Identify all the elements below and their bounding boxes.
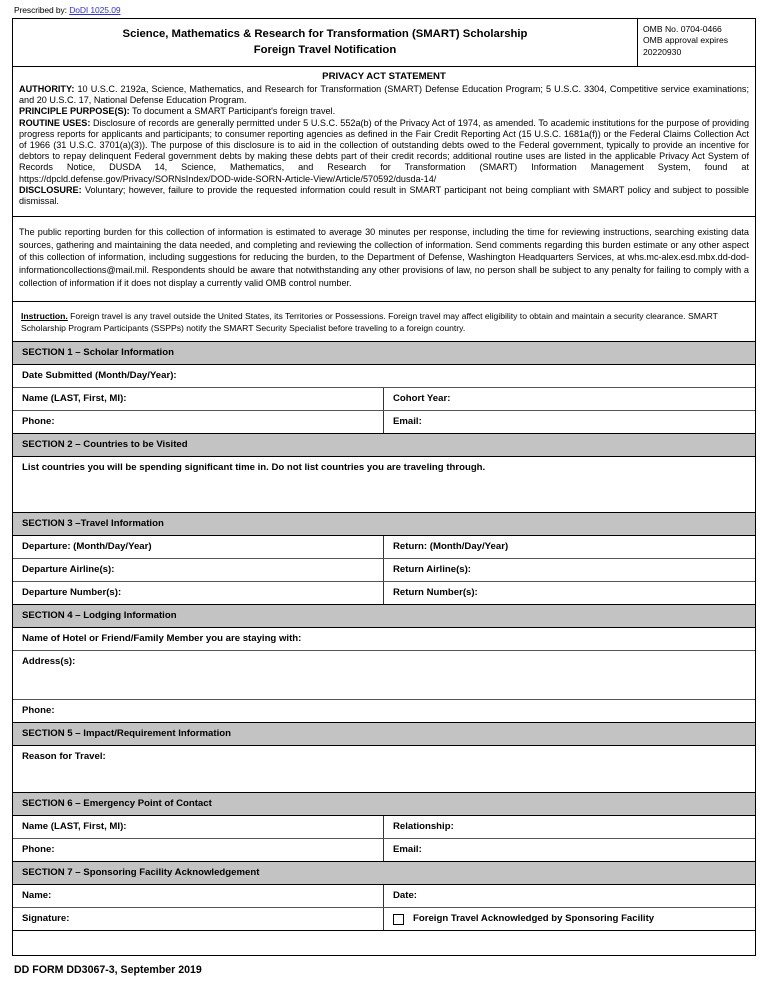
- sponsor-date-field[interactable]: Date:: [393, 890, 417, 902]
- section-7-heading: SECTION 7 – Sponsoring Facility Acknowledgement: [13, 861, 755, 885]
- date-submitted-field[interactable]: Date Submitted (Month/Day/Year):: [22, 370, 177, 382]
- sponsor-signature-field[interactable]: Signature:: [13, 908, 384, 930]
- prescribed-by-label: Prescribed by:: [14, 5, 67, 15]
- emergency-contact-name-field[interactable]: Name (LAST, First, MI):: [13, 816, 384, 838]
- privacy-authority-paragraph: [19, 84, 749, 106]
- section-3-heading: SECTION 3 –Travel Information: [13, 512, 755, 536]
- privacy-routine-text: Disclosure of records are generally permitted under 5 U.S.C. 552a(b) of the Privacy Act of 1974, as amended. To academic institutions for the purpose of providing progress reports for applicants and participants; to consumer reporting agencies as defined in the Fair Credit Reporting Act (15 U.S.C. 1681a(f)) or the Federal Claims Collection Act of 1966 (31 U.S.C. 3701(a)(3)). The purpose of this disclosure is to aid in the collection of outstanding debts owed to the Federal government, typically to provide an incentive for debtors to repay delinquent Federal government debts by making these debts part of their credit records; additional routine uses are listed in the applicable Privacy Act System of Records Notice, DUSDA 14, Science, Mathematics, and Research for Transformation (SMART) Information Management System, found at https://dpcld.defense.gov/Privacy/SORNsIndex/DOD-wide-SORN-Article-View/Article/570592/dusda-14/: [19, 117, 749, 184]
- return-date-field[interactable]: Return: (Month/Day/Year): [393, 541, 509, 553]
- section-2-heading: SECTION 2 – Countries to be Visited: [13, 433, 755, 457]
- cohort-year-field[interactable]: Cohort Year:: [393, 393, 451, 405]
- prescribed-by-line: [12, 0, 756, 18]
- instruction-text: Foreign travel is any travel outside the United States, its Territories or Possessions. Foreign travel may affect eligibility to obtain and maintain a security clearance. SMART Scholarship Program Participants (SSPPs) notify the SMART Security Specialist before traveling to a foreign country.: [21, 311, 718, 333]
- scholar-email-field[interactable]: Email:: [393, 416, 422, 428]
- omb-expires-date: 20220930: [643, 46, 682, 57]
- sponsor-name-field[interactable]: Name:: [13, 885, 384, 907]
- section-6-name-row: [13, 816, 755, 839]
- acknowledgement-checkbox[interactable]: [393, 914, 404, 925]
- form-body: [12, 18, 756, 956]
- emergency-contact-email-field[interactable]: Email:: [393, 844, 422, 856]
- instruction-label: Instruction.: [21, 311, 68, 322]
- section-4-heading: SECTION 4 – Lodging Information: [13, 604, 755, 628]
- privacy-authority-label: AUTHORITY:: [19, 84, 75, 94]
- departure-number-field[interactable]: Departure Number(s):: [13, 582, 384, 604]
- burden-statement: [13, 217, 755, 298]
- section-6-heading: SECTION 6 – Emergency Point of Contact: [13, 792, 755, 816]
- omb-expires-label: OMB approval expires: [643, 35, 729, 46]
- hotel-name-field[interactable]: Name of Hotel or Friend/Family Member you are staying with:: [22, 633, 302, 645]
- section-1-date-row: [13, 365, 755, 388]
- privacy-act-heading: PRIVACY ACT STATEMENT: [322, 71, 446, 82]
- privacy-disclosure-text: Voluntary; however, failure to provide the requested information could result in SMART participant not being compliant with SMART policy and subject to possible dismissal.: [19, 184, 749, 207]
- form-title-line2: Foreign Travel Notification: [253, 44, 397, 56]
- dodi-reference-link[interactable]: DoDI 1025.09: [69, 5, 121, 15]
- return-number-field[interactable]: Return Number(s):: [393, 587, 478, 599]
- section-3-airlines-row: [13, 559, 755, 582]
- form-title-line1: Science, Mathematics & Research for Transformation (SMART) Scholarship: [122, 28, 528, 40]
- section-4-hotel-row: [13, 628, 755, 651]
- form-title: [13, 19, 637, 66]
- section-1-contact-row: [13, 411, 755, 433]
- emergency-contact-relationship-field[interactable]: Relationship:: [393, 821, 454, 833]
- form-bottom-blank-strip: [13, 930, 755, 955]
- section-1-name-row: [13, 388, 755, 411]
- privacy-act-statement: [13, 67, 755, 213]
- privacy-disclosure-paragraph: [19, 185, 749, 207]
- countries-visited-field[interactable]: List countries you will be spending significant time in. Do not list countries you are traveling through.: [22, 462, 486, 474]
- privacy-principle-label: PRINCIPLE PURPOSE(S):: [19, 106, 130, 117]
- section-1-heading: SECTION 1 – Scholar Information: [13, 341, 755, 365]
- section-6-contact-row: [13, 839, 755, 861]
- section-7-name-row: [13, 885, 755, 908]
- section-3-numbers-row: [13, 582, 755, 604]
- section-4-phone-row: [13, 700, 755, 722]
- privacy-disclosure-label: DISCLOSURE:: [19, 184, 82, 195]
- lodging-address-field[interactable]: Address(s):: [22, 656, 76, 668]
- section-4-address-row: [13, 651, 755, 700]
- departure-date-field[interactable]: Departure: (Month/Day/Year): [13, 536, 384, 558]
- omb-info-box: [637, 19, 755, 66]
- scholar-name-field[interactable]: Name (LAST, First, MI):: [13, 388, 384, 410]
- privacy-authority-text: 10 U.S.C. 2192a, Science, Mathematics, and Research for Transformation (SMART) Defense Education Program; 5 U.S.C. 3304, Competitive service examinations; and 20 U.S.C. 17, National Defense Education Program.: [19, 84, 749, 106]
- section-3-dates-row: [13, 536, 755, 559]
- acknowledgement-cell: [384, 908, 755, 930]
- section-5-heading: SECTION 5 – Impact/Requirement Information: [13, 722, 755, 746]
- privacy-routine-paragraph: [19, 118, 749, 185]
- form-title-band: [13, 19, 755, 67]
- section-7-signature-row: [13, 908, 755, 930]
- reason-for-travel-field[interactable]: Reason for Travel:: [22, 751, 106, 763]
- burden-statement-text: The public reporting burden for this collection of information is estimated to average 30 minutes per response, including the time for reviewing instructions, searching existing data sources, gathering and maintaining the data needed, and completing and reviewing the collection of information. Send comments regarding this burden estimate or any other aspect of this collection of information, including suggestions for reducing the burden, to the Department of Defense, Washington Headquarters Services, at whs.mc-alex.esd.mbx.dd-dod-informationcollections@mail.mil. Respondents should be aware that notwithstanding any other provisions of law, no person shall be subject to any penalty for failing to comply with a collection of information if it does not display a currently valid OMB control number.: [19, 227, 749, 288]
- section-5-reason-row: [13, 746, 755, 792]
- lodging-phone-field[interactable]: Phone:: [22, 705, 55, 717]
- instruction-block: [13, 302, 755, 341]
- return-airline-field[interactable]: Return Airline(s):: [393, 564, 471, 576]
- omb-number: OMB No. 0704-0466: [643, 24, 722, 34]
- scholar-phone-field[interactable]: Phone:: [13, 411, 384, 433]
- form-footer: DD FORM DD3067-3, September 2019: [14, 964, 202, 977]
- instruction-paragraph: [21, 311, 749, 334]
- emergency-contact-phone-field[interactable]: Phone:: [13, 839, 384, 861]
- section-2-countries-row: [13, 457, 755, 512]
- privacy-routine-label: ROUTINE USES:: [19, 117, 91, 128]
- privacy-principle-paragraph: [19, 106, 749, 117]
- departure-airline-field[interactable]: Departure Airline(s):: [13, 559, 384, 581]
- acknowledgement-label: Foreign Travel Acknowledged by Sponsoring Facility: [413, 913, 655, 925]
- privacy-principle-text: To document a SMART Participant's foreign travel.: [129, 106, 336, 117]
